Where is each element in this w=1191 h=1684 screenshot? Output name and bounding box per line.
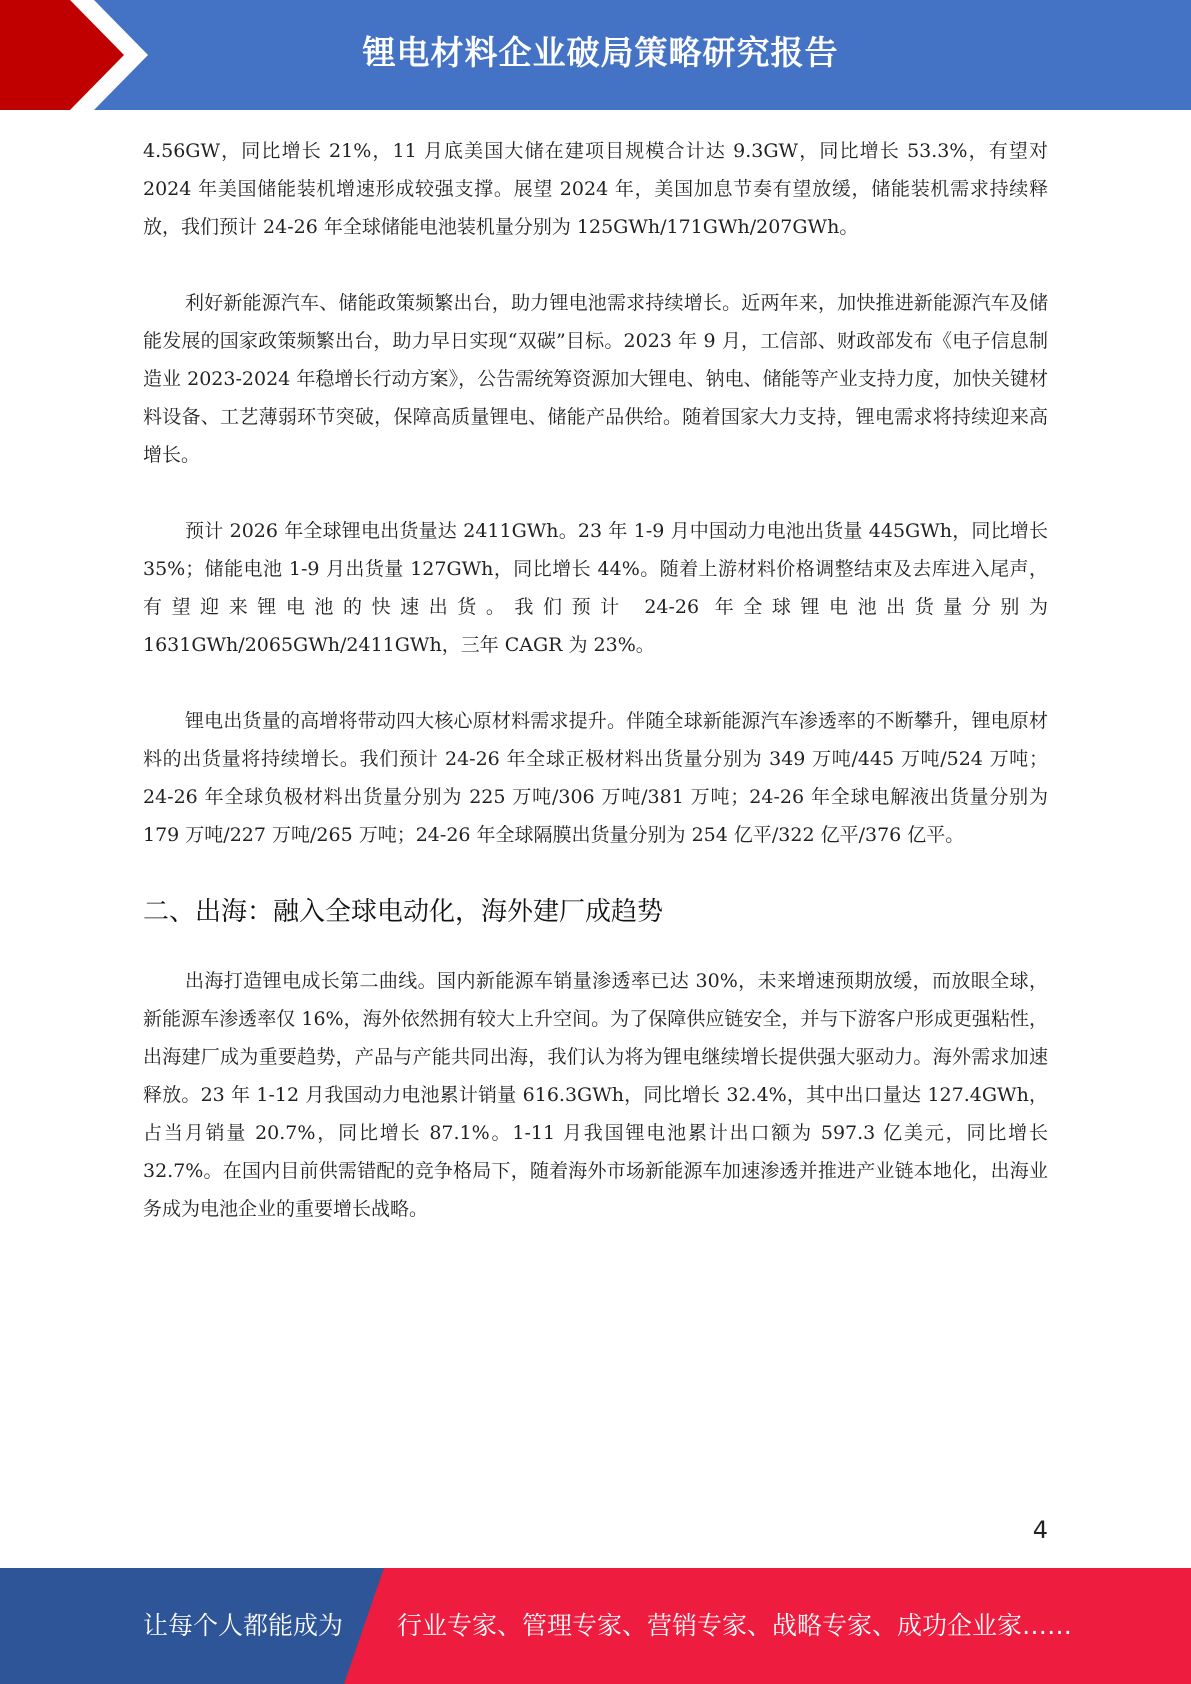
page-number: 4 (1032, 1516, 1048, 1544)
section-heading: 二、出海：融入全球电动化，海外建厂成趋势 (143, 897, 664, 927)
paragraph-continuation: 4.56GW，同比增长 21%，11 月底美国大储在建项目规模合计达 9.3GW，同比增长 53.3%，有望对 2024 年美国储能装机增速形成较强支撑。展望 2024 年，美国加息节奏有望放缓，储能装机需求持续释放，我们预计 24-26 年全球储能电池装机量分别为 125GWh/171GWh/207GWh。 (143, 140, 1048, 238)
paragraph-shipment-forecast: 预计 2026 年全球锂电出货量达 2411GWh。23 年 1-9 月中国动力电池出货量 445GWh，同比增长 35%；储能电池 1-9 月出货量 127GWh，同比增长 44%。随着上游材料价格调整结束及去库进入尾声，有望迎来锂电池的快速出货。我们预计 24-26 年全球锂电池出货量分别为 1631GWh/2065GWh/2411GWh，三年 CAGR 为 23%。 (143, 520, 1048, 656)
footer-slogan-left: 让每个人都能成为 (143, 1611, 344, 1640)
footer-slogan-right: 行业专家、管理专家、营销专家、战略专家、成功企业家…… (397, 1611, 1073, 1640)
report-title: 锂电材料企业破局策略研究报告 (362, 33, 839, 72)
document-body (143, 132, 1048, 1266)
paragraph-overseas: 出海打造锂电成长第二曲线。国内新能源车销量渗透率已达 30%，未来增速预期放缓，而放眼全球，新能源车渗透率仅 16%，海外依然拥有较大上升空间。为了保障供应链安全，并与下游客户形成更强粘性，出海建厂成为重要趋势，产品与产能共同出海，我们认为将为锂电继续增长提供强大驱动力。海外需求加速释放。23 年 1-12 月我国动力电池累计销量 616.3GWh，同比增长 32.4%，其中出口量达 127.4GWh，占当月销量 20.7%，同比增长 87.1%。1-11 月我国锂电池累计出口额为 597.3 亿美元，同比增长 32.7%。在国内目前供需错配的竞争格局下，随着海外市场新能源车加速渗透并推进产业链本地化，出海业务成为电池企业的重要增长战略。 (143, 970, 1048, 1220)
page-header (0, 0, 1191, 110)
page-footer (0, 1568, 1191, 1684)
paragraph-policy: 利好新能源汽车、储能政策频繁出台，助力锂电池需求持续增长。近两年来，加快推进新能源汽车及储能发展的国家政策频繁出台，助力早日实现“双碳”目标。2023 年 9 月，工信部、财政部发布《电子信息制造业 2023-2024 年稳增长行动方案》，公告需统筹资源加大锂电、钠电、储能等产业支持力度，加快关键材料设备、工艺薄弱环节突破，保障高质量锂电、储能产品供给。随着国家大力支持，锂电需求将持续迎来高增长。 (143, 292, 1048, 466)
paragraph-raw-materials: 锂电出货量的高增将带动四大核心原材料需求提升。伴随全球新能源汽车渗透率的不断攀升，锂电原材料的出货量将持续增长。我们预计 24-26 年全球正极材料出货量分别为 349 万吨/445 万吨/524 万吨；24-26 年全球负极材料出货量分别为 225 万吨/306 万吨/381 万吨；24-26 年全球电解液出货量分别为 179 万吨/227 万吨/265 万吨；24-26 年全球隔膜出货量分别为 254 亿平/322 亿平/376 亿平。 (143, 710, 1048, 846)
